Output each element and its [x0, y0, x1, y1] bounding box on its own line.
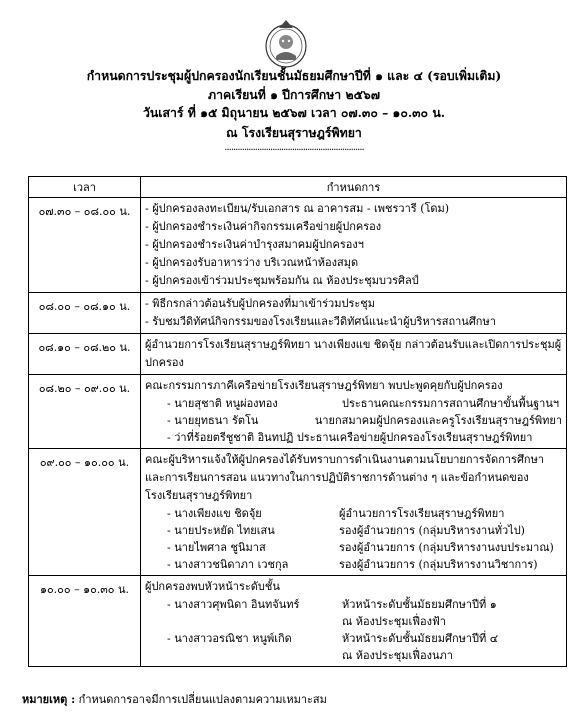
agenda-cell	[141, 375, 567, 449]
footnote-label: หมายเหตุ :	[22, 693, 76, 706]
member-position: รองผู้อำนวยการ (กลุ่มบริหารงานงบประมาณ)	[339, 541, 554, 554]
time-cell: ๐๙.๐๐ – ๑๐.๐๐ น.	[29, 449, 141, 576]
level-head-room	[145, 613, 562, 630]
member-position: รองผู้อำนวยการ (กลุ่มบริหารงานทั่วไป)	[339, 524, 525, 537]
agenda-cell	[141, 449, 567, 576]
agenda-intro: คณะกรรมการภาคีเครือข่ายโรงเรียนสุราษฎร์พิทยา พบปะพูดคุยกับผู้ปกครอง	[145, 379, 503, 392]
level-head	[145, 630, 562, 647]
level-head	[145, 596, 562, 613]
member-name: - นางสาวศุพนิดา อินทจันทร์	[167, 598, 300, 611]
agenda-line: - รับชมวีดิทัศน์กิจกรรมของโรงเรียนและวีดิทัศน์แนะนำผู้บริหารสถานศึกษา	[145, 315, 496, 328]
table-row	[29, 198, 567, 293]
committee-member	[145, 429, 562, 446]
footnote-text: กำหนดการอาจมีการเปลี่ยนแปลงตามความเหมาะสม	[78, 693, 327, 706]
time-cell: ๐๗.๓๐ – ๐๘.๐๐ น.	[29, 198, 141, 293]
agenda-cell	[141, 198, 567, 293]
member-position: ผู้อำนวยการโรงเรียนสุราษฎร์พิทยา	[339, 507, 505, 520]
table-row	[29, 449, 567, 576]
member-name: - นางสาวอรณิชา หนูพ์เกิด	[167, 632, 292, 645]
time-cell: ๑๐.๐๐ – ๑๐.๓๐ น.	[29, 576, 141, 667]
school-emblem-icon	[264, 18, 308, 68]
member-name: - นายสุชาติ หนูผ่องทอง	[167, 397, 278, 410]
executive-member	[145, 522, 562, 539]
agenda-line: - ผู้ปกครองชำระเงินค่าบำรุงสมาคมผู้ปกครองฯ	[145, 238, 364, 251]
table-row	[29, 293, 567, 334]
header-date: วันเสาร์ ที่ ๑๕ มิถุนายน ๒๕๖๗ เวลา ๐๗.๓๐ – ๑๐.๓๐ น.	[142, 105, 446, 120]
footnote	[22, 690, 327, 708]
member-position: ประธานคณะกรรมการสถานศึกษาขั้นพื้นฐานฯ	[342, 397, 560, 410]
executive-member	[145, 505, 562, 522]
member-name: - นางสาวชนิดาภา เวชกุล	[167, 558, 289, 571]
member-name: - นายยุทธนา รัตโน	[167, 414, 259, 427]
member-full-line: - ว่าที่ร้อยตรีชูชาติ อินทปฏิ ประธานเครือข่ายผู้ปกครองโรงเรียนสุราษฎร์พิทยา	[167, 431, 533, 444]
time-cell: ๐๘.๑๐ – ๐๘.๒๐ น.	[29, 334, 141, 375]
committee-member	[145, 395, 562, 412]
agenda-line: - ผู้ปกครองลงทะเบียน/รับเอกสาร ณ อาคารสม - เพชรวารี (โดม)	[145, 202, 450, 215]
header-venue: ณ โรงเรียนสุราษฎร์พิทยา	[226, 125, 362, 140]
table-row	[29, 576, 567, 667]
table-header-row	[29, 177, 567, 198]
col-header-time: เวลา	[29, 177, 141, 198]
dotted-separator: ................................................................	[224, 142, 364, 153]
member-position: หัวหน้าระดับชั้นมัธยมศึกษาปีที่ ๑	[342, 598, 497, 611]
agenda-cell	[141, 293, 567, 334]
agenda-line: - ผู้ปกครองรับอาหารว่าง บริเวณหน้าห้องสมุด	[145, 256, 359, 269]
header-title: กำหนดการประชุมผู้ปกครองนักเรียนชั้นมัธยมศึกษาปีที่ ๑ และ ๔ (รอบเพิ่มเติม)	[86, 68, 502, 83]
member-name: - นายประหยัด ไทยเสน	[167, 524, 275, 537]
agenda-cell	[141, 334, 567, 375]
agenda-cell	[141, 576, 567, 667]
time-cell: ๐๘.๒๐ – ๐๙.๐๐ น.	[29, 375, 141, 449]
level-head-room	[145, 647, 562, 664]
col-header-agenda: กำหนดการ	[141, 177, 567, 198]
time-cell: ๐๘.๐๐ – ๐๘.๑๐ น.	[29, 293, 141, 334]
member-position: นายกสมาคมผู้ปกครองและครูโรงเรียนสุราษฎร์พิทยา	[314, 414, 562, 427]
agenda-line: - ผู้ปกครองชำระเงินค่ากิจกรรมเครือข่ายผู้ปกครอง	[145, 220, 382, 233]
member-position: หัวหน้าระดับชั้นมัธยมศึกษาปีที่ ๔	[342, 632, 499, 645]
agenda-line: - ผู้ปกครองเข้าร่วมประชุมพร้อมกัน ณ ห้องประชุมบวรศิลป์	[145, 274, 419, 287]
executive-member	[145, 539, 562, 556]
executive-member	[145, 556, 562, 573]
member-position: รองผู้อำนวยการ (กลุ่มบริหารงานวิชาการ)	[339, 558, 538, 571]
member-name: - นางเพียงแข ชิดจุ้ย	[167, 507, 262, 520]
table-row	[29, 334, 567, 375]
agenda-text: ผู้อำนวยการโรงเรียนสุราษฎร์พิทยา นางเพียงแข ชิดจุ้ย กล่าวต้อนรับและเปิดการประชุมผู้ปกครอง	[145, 338, 562, 369]
agenda-intro: คณะผู้บริหารแจ้งให้ผู้ปกครองได้รับทราบการดำเนินงานตามนโยบายการจัดการศึกษาและการเรียนการสอน แนวทางในการปฏิบัติราชการด้านต่าง ๆ และข้อกำหนดของโรงเรียนสุราษฎร์พิทยา	[145, 453, 545, 502]
meeting-room: ณ ห้องประชุมเฟื่องฟ้า	[342, 615, 446, 628]
agenda-line: - พิธีกรกล่าวต้อนรับผู้ปกครองที่มาเข้าร่วมประชุม	[145, 297, 375, 310]
header-semester: ภาคเรียนที่ ๑ ปีการศึกษา ๒๕๖๗	[208, 87, 380, 102]
schedule-table	[28, 176, 567, 667]
agenda-intro: ผู้ปกครองพบหัวหน้าระดับชั้น	[145, 580, 280, 593]
member-name: - นายไพศาล ชูนิมาส	[167, 541, 266, 554]
committee-member	[145, 412, 562, 429]
table-row	[29, 375, 567, 449]
meeting-room: ณ ห้องประชุมเฟื่องนภา	[342, 649, 453, 662]
